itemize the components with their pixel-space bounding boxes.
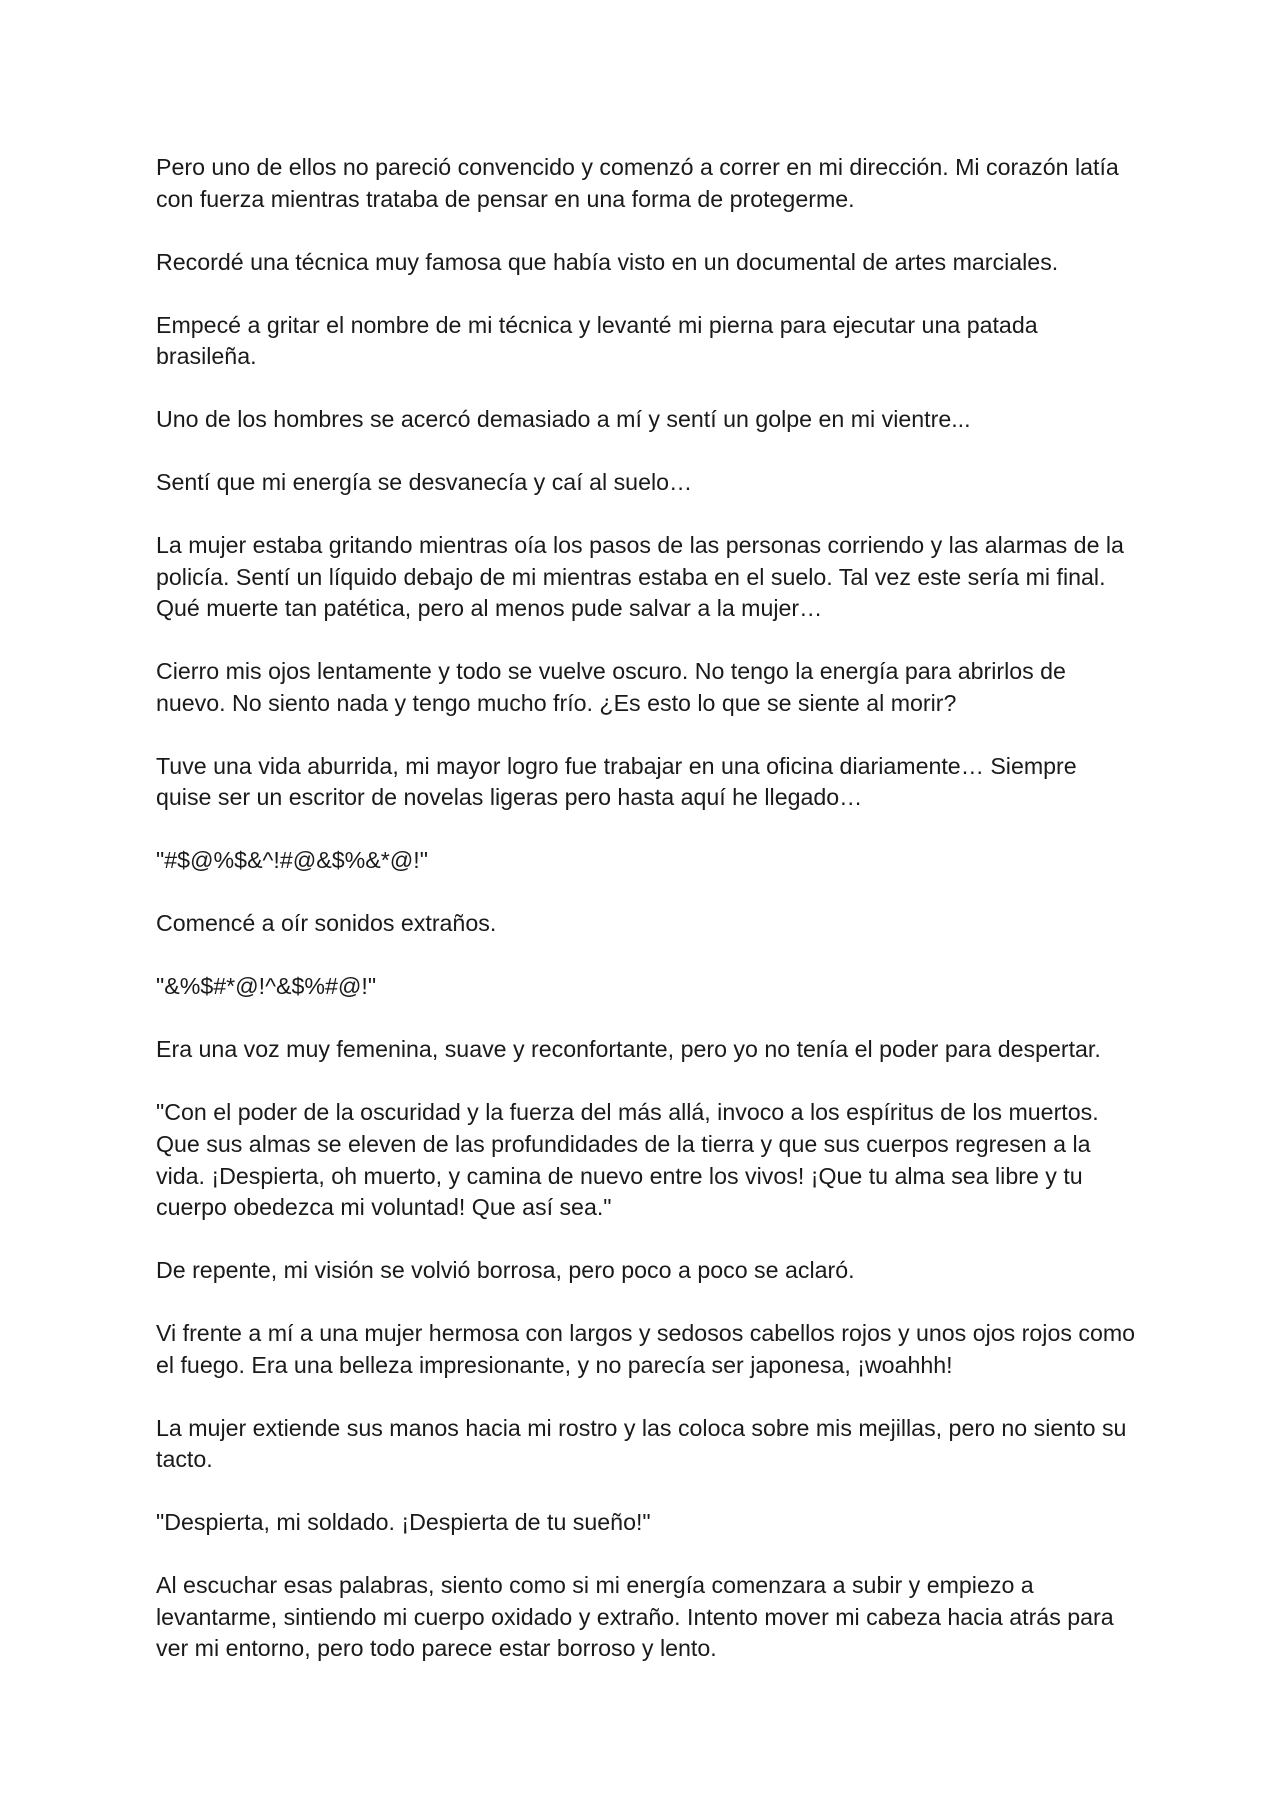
paragraph: Comencé a oír sonidos extraños. — [156, 910, 497, 937]
paragraph: De repente, mi visión se volvió borrosa, pero poco a poco se aclaró. — [156, 1257, 855, 1284]
paragraph: Era una voz muy femenina, suave y reconfortante, pero yo no tenía el poder para despertar. — [156, 1036, 1101, 1063]
paragraph: Sentí que mi energía se desvanecía y caí al suelo… — [156, 469, 693, 496]
paragraph: "Despierta, mi soldado. ¡Despierta de tu sueño!" — [156, 1509, 651, 1536]
paragraph: Pero uno de ellos no pareció convencido y comenzó a correr en mi dirección. Mi corazón latía con fuerza mientras trataba de pensar en una forma de protegerme. — [156, 154, 1119, 212]
paragraph: "#$@%$&^!#@&$%&*@!" — [156, 847, 428, 874]
paragraph: Uno de los hombres se acercó demasiado a mí y sentí un golpe en mi vientre... — [156, 406, 971, 433]
paragraph: "&%$#*@!^&$%#@!" — [156, 973, 377, 1000]
paragraph: La mujer estaba gritando mientras oía los pasos de las personas corriendo y las alarmas de la policía. Sentí un líquido debajo de mi mientras estaba en el suelo. Tal vez este sería mi final. Qué muerte tan patética, pero al menos pude salvar a la mujer… — [156, 532, 1124, 622]
paragraph: Cierro mis ojos lentamente y todo se vuelve oscuro. No tengo la energía para abrirlos de nuevo. No siento nada y tengo mucho frío. ¿Es esto lo que se siente al morir? — [156, 658, 1066, 716]
paragraph: Vi frente a mí a una mujer hermosa con largos y sedosos cabellos rojos y unos ojos rojos como el fuego. Era una belleza impresionante, y no parecía ser japonesa, ¡woahhh! — [156, 1320, 1136, 1378]
paragraph: Empecé a gritar el nombre de mi técnica y levanté mi pierna para ejecutar una patada brasileña. — [156, 311, 1038, 370]
document-body — [156, 152, 1136, 1696]
paragraph: La mujer extiende sus manos hacia mi rostro y las coloca sobre mis mejillas, pero no siento su tacto. — [156, 1414, 1127, 1473]
paragraph: Al escuchar esas palabras, siento como si mi energía comenzara a subir y empiezo a levantarme, sintiendo mi cuerpo oxidado y extraño. Intento mover mi cabeza hacia atrás para ver mi entorno, pero todo parece estar borroso y lento. — [156, 1572, 1114, 1662]
paragraph: "Con el poder de la oscuridad y la fuerza del más allá, invoco a los espíritus de los muertos. Que sus almas se eleven de las profundidades de la tierra y que sus cuerpos regresen a la vida. ¡Despierta, oh muerto, y camina de nuevo entre los vivos! ¡Que tu alma sea libre y tu cuerpo obedezca mi voluntad! Que así sea." — [156, 1099, 1099, 1221]
paragraph: Recordé una técnica muy famosa que había visto en un documental de artes marciales. — [156, 248, 1059, 275]
paragraph: Tuve una vida aburrida, mi mayor logro fue trabajar en una oficina diariamente… Siempre quise ser un escritor de novelas ligeras pero hasta aquí he llegado… — [156, 752, 1077, 811]
